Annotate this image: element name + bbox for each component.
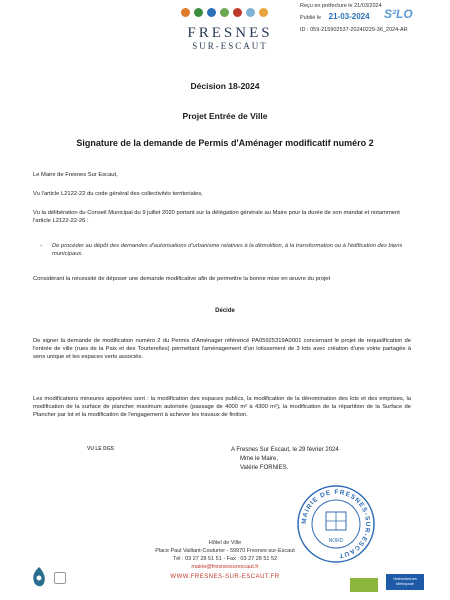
decision-paragraph: De signer la demande de modification numéro 2 du Permis d'Aménager référencé PA05925319A0001 concernant le projet de requalification de l'entrée de ville (rues de la Paix et des Tourterelles) permettant l'aménagement d'un lotissement de 3 lots avec création d'une voirie partagée à sens unique et les espaces verts associés. <box>33 338 411 360</box>
mayor-line: Le Maire de Fresnes Sur Escaut, <box>33 172 118 178</box>
signature-name: Valérie FORNIES. <box>240 465 289 471</box>
town-subtitle: SUR-ESCAUT <box>192 41 268 51</box>
considering-article: Vu l'article L2122-22 du code général des collectivités territoriales, <box>33 191 203 197</box>
decide-heading: Décide <box>215 308 235 314</box>
decision-number: Décision 18-2024 <box>190 81 260 91</box>
town-logo-icons <box>181 8 281 22</box>
town-name: FRESNES <box>187 25 273 41</box>
bullet-dash: - <box>40 243 42 249</box>
signature-place-date: A Fresnes Sur Escaut, le 29 février 2024 <box>231 447 339 453</box>
footer-phone: Tél : 03 27 28 51 51 - Fax : 03 27 28 51 52 <box>172 556 278 562</box>
logo-dot-icon <box>233 8 242 17</box>
logo-dot-icon <box>207 8 216 17</box>
stamp-id: ID : 059-215902537-20240229-36_2024-AR <box>300 27 408 33</box>
signature-role: Mme le Maire, <box>240 456 279 462</box>
considering-necessity: Considérant la nécessité de déposer une demande modificative afin de permettre la bonne mise en œuvre du projet <box>33 276 331 282</box>
region-logo-icon <box>30 566 48 590</box>
project-title: Projet Entrée de Ville <box>182 111 268 121</box>
seal-ring-text: MAIRIE DE FRESNES-SUR-ESCAUT <box>300 488 372 559</box>
logo-dot-icon <box>259 8 268 17</box>
footer-address: Place Paul Vaillant-Couturier - 59970 Fresnes-sur-Escaut <box>155 548 295 554</box>
logo-dot-icon <box>220 8 229 17</box>
stamp-published-label: Publié le <box>300 15 322 21</box>
stamp-published-date: 21-03-2024 <box>328 12 370 21</box>
document-subject: Signature de la demande de Permis d'Aménager modificatif numéro 2 <box>76 138 374 148</box>
logo-dot-icon <box>246 8 255 17</box>
stamp-received: Reçu en préfecture le 21/03/2024 <box>300 3 382 9</box>
partner-green-logo-icon <box>350 578 378 592</box>
footer-email: mairie@fresnessurescaut.fr <box>191 564 259 570</box>
stamp-published-row <box>300 13 448 22</box>
logo-dot-icon <box>194 8 203 17</box>
logo-dot-icon <box>181 8 190 17</box>
seal-center-text: NORD <box>328 538 344 544</box>
prefecture-stamp <box>300 0 448 44</box>
footer-town-hall: Hôtel de Ville <box>208 540 242 546</box>
modifications-paragraph: Les modifications mineures apportées sont : la modification des espaces publics, la modification de la dénomination des lots et des emprises, la modification de la surface de plancher maximum autorisée (passage de 4000 m² à 4300 m²), la modification de la répartition de la Surface de Plancher par lot et la modification de l'engagement à achever les travaux de finition. <box>33 396 411 418</box>
slo-logo: S²LO <box>384 7 413 21</box>
partner-logo-icon <box>54 572 74 584</box>
bullet-text: De procéder au dépôt des demandes d'autorisations d'urbanisme relatives à la démolition, à la transformation ou à l'édification des biens municipaux. <box>52 243 403 257</box>
considering-deliberation: Vu la délibération du Conseil Municipal du 9 juillet 2020 portant sur la délégation générale au Maire pour la durée de son mandat et notamment l'article L2122-22-26 : <box>33 210 400 224</box>
valenciennes-metropole-logo: Valenciennes Métropole <box>386 574 424 590</box>
footer-website-link[interactable]: WWW.FRESNES-SUR-ESCAUT.FR <box>170 574 280 580</box>
dgs-visa: VU LE DGS <box>87 446 114 452</box>
